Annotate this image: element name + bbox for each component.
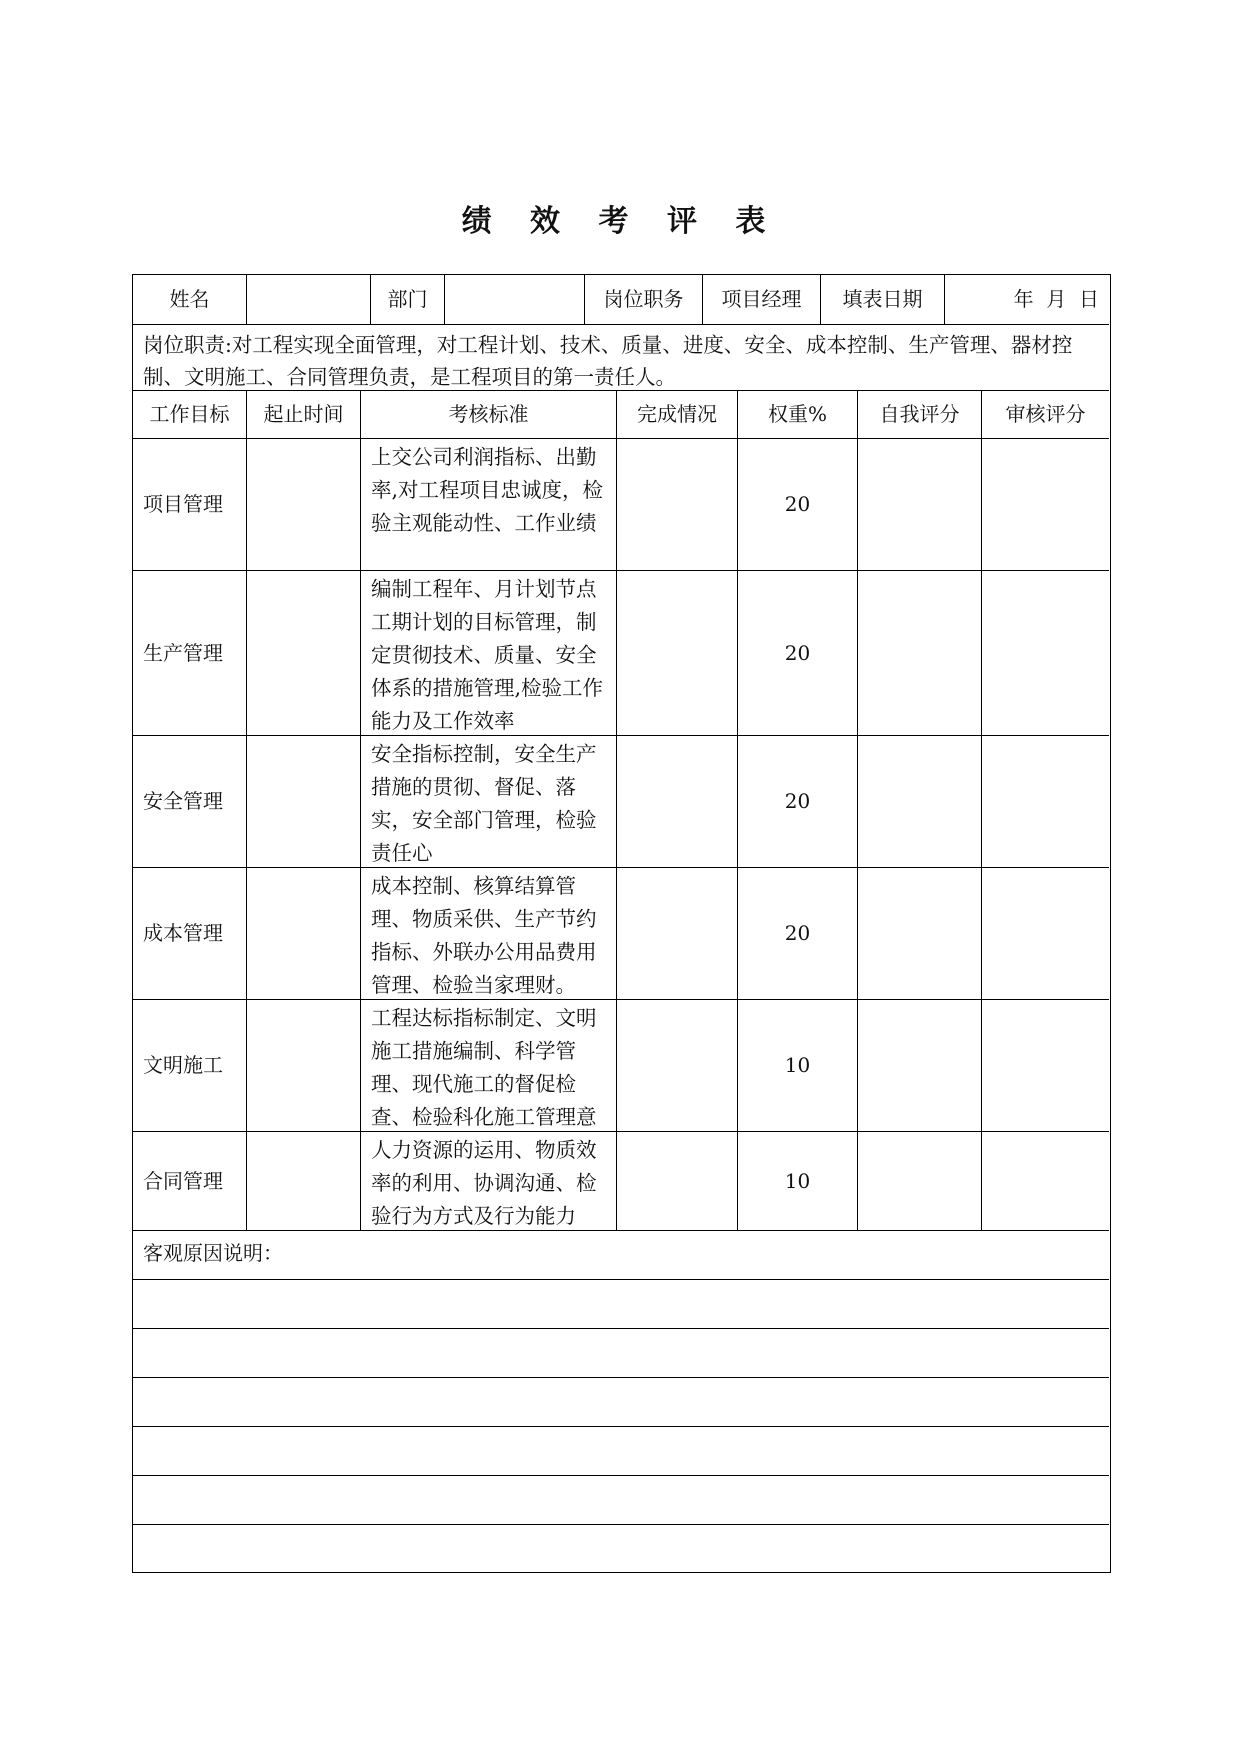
name-field[interactable]	[246, 275, 370, 324]
period-cell[interactable]	[246, 1132, 360, 1230]
goal-cell: 生产管理	[143, 640, 223, 665]
position-field[interactable]: 项目经理	[702, 275, 820, 324]
standard-cell: 安全指标控制，安全生产措施的贯彻、督促、落实，安全部门管理，检验责任心	[360, 736, 616, 867]
note-line	[133, 1475, 1109, 1524]
note-line-field[interactable]	[133, 1329, 1109, 1377]
info-row	[133, 275, 1109, 324]
period-cell[interactable]	[246, 571, 360, 735]
goal-cell: 合同管理	[143, 1168, 223, 1193]
period-cell[interactable]	[246, 868, 360, 999]
note-line	[133, 1524, 1109, 1572]
status-cell[interactable]	[616, 571, 737, 735]
weight-cell: 20	[737, 571, 857, 735]
review-score-cell[interactable]	[981, 736, 1109, 867]
note-line	[133, 1279, 1109, 1328]
weight-cell: 10	[737, 1000, 857, 1131]
col-header-goal: 工作目标	[149, 402, 230, 426]
review-score-cell[interactable]	[981, 1132, 1109, 1230]
job-duty-text: 岗位职责:对工程实现全面管理，对工程计划、技术、质量、进度、安全、成本控制、生产管理、器材控制、文明施工、合同管理负责，是工程项目的第一责任人。	[143, 333, 1073, 389]
standard-cell: 成本控制、核算结算管理、物质采供、生产节约指标、外联办公用品费用管理、检验当家理财。	[360, 868, 616, 999]
status-cell[interactable]	[616, 736, 737, 867]
status-cell[interactable]	[616, 439, 737, 570]
evaluation-table	[132, 274, 1111, 1573]
note-line	[133, 1426, 1109, 1475]
standard-cell: 工程达标指标制定、文明施工措施编制、科学管理、现代施工的督促检查、检验科化施工管理意	[360, 1000, 616, 1131]
goal-cell: 文明施工	[143, 1053, 223, 1077]
table-row	[133, 1131, 1109, 1230]
dept-label: 部门	[370, 275, 444, 324]
notes-label-row	[133, 1230, 1109, 1279]
goal-cell: 安全管理	[143, 789, 223, 813]
table-row	[133, 570, 1109, 735]
duty-row	[133, 324, 1109, 390]
status-cell[interactable]	[616, 868, 737, 999]
period-cell[interactable]	[246, 736, 360, 867]
position-label: 岗位职务	[584, 275, 702, 324]
goal-cell: 项目管理	[143, 492, 223, 516]
date-label: 填表日期	[820, 275, 944, 324]
col-header-period: 起止时间	[246, 391, 360, 438]
header-row	[133, 390, 1109, 438]
col-header-status: 完成情况	[616, 391, 737, 438]
dept-field[interactable]	[444, 275, 584, 324]
col-header-self-score: 自我评分	[857, 391, 981, 438]
col-header-standard: 考核标准	[360, 391, 616, 438]
period-cell[interactable]	[246, 439, 360, 570]
note-line-field[interactable]	[133, 1378, 1109, 1426]
note-line	[133, 1377, 1109, 1426]
status-cell[interactable]	[616, 1000, 737, 1131]
name-label: 姓名	[169, 287, 210, 311]
self-score-cell[interactable]	[857, 868, 981, 999]
period-cell[interactable]	[246, 1000, 360, 1131]
note-line-field[interactable]	[133, 1280, 1109, 1328]
weight-cell: 20	[737, 439, 857, 570]
table-row	[133, 867, 1109, 999]
date-field[interactable]: 年 月 日	[944, 275, 1109, 324]
self-score-cell[interactable]	[857, 1132, 981, 1230]
weight-cell: 10	[737, 1132, 857, 1230]
col-header-review-score: 审核评分	[981, 391, 1109, 438]
standard-cell: 人力资源的运用、物质效率的利用、协调沟通、检验行为方式及行为能力	[360, 1132, 616, 1230]
review-score-cell[interactable]	[981, 571, 1109, 735]
table-row	[133, 999, 1109, 1131]
weight-cell: 20	[737, 736, 857, 867]
document-title: 绩 效 考 评 表	[461, 204, 780, 239]
standard-cell: 上交公司利润指标、出勤率,对工程项目忠诚度，检验主观能动性、工作业绩	[360, 439, 616, 570]
self-score-cell[interactable]	[857, 439, 981, 570]
table-row	[133, 735, 1109, 867]
status-cell[interactable]	[616, 1132, 737, 1230]
note-line-field[interactable]	[133, 1427, 1109, 1475]
self-score-cell[interactable]	[857, 1000, 981, 1131]
review-score-cell[interactable]	[981, 1000, 1109, 1131]
note-line-field[interactable]	[133, 1525, 1109, 1572]
self-score-cell[interactable]	[857, 571, 981, 735]
standard-cell: 编制工程年、月计划节点工期计划的目标管理，制定贯彻技术、质量、安全体系的措施管理,检验工作能力及工作效率	[360, 571, 616, 735]
review-score-cell[interactable]	[981, 439, 1109, 570]
self-score-cell[interactable]	[857, 736, 981, 867]
table-row	[133, 438, 1109, 570]
weight-cell: 20	[737, 868, 857, 999]
goal-cell: 成本管理	[143, 921, 223, 945]
notes-label: 客观原因说明：	[143, 1241, 283, 1265]
col-header-weight: 权重%	[737, 391, 857, 438]
review-score-cell[interactable]	[981, 868, 1109, 999]
note-line	[133, 1328, 1109, 1377]
note-line-field[interactable]	[133, 1476, 1109, 1524]
